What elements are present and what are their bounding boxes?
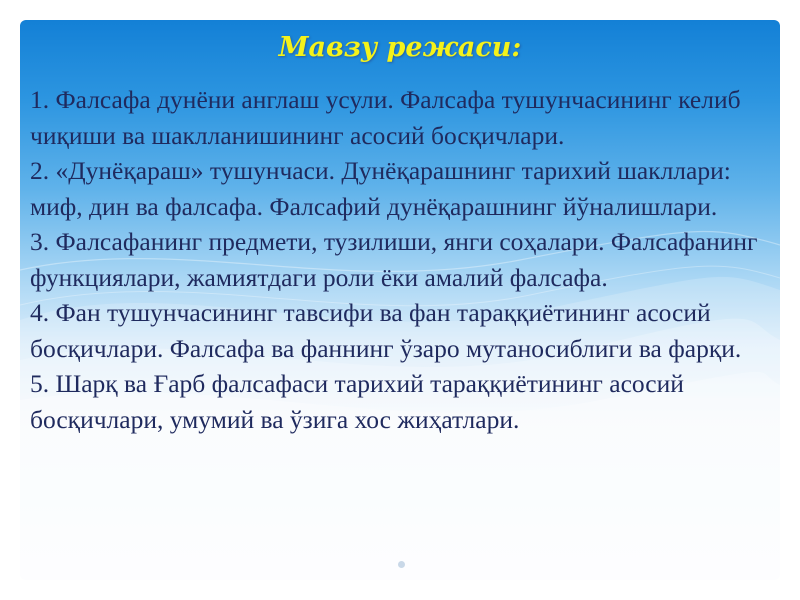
plan-list [30,82,778,437]
decorative-dot [398,561,405,568]
slide-panel [20,20,780,580]
plan-item-1: 1. Фалсафа дунёни англаш усули. Фалсафа тушунчасининг келиб чиқиши ва шаклланишининг асосий босқичлари. [30,85,741,150]
plan-item-2: 2. «Дунёқараш» тушунчаси. Дунёқарашнинг тарихий шакллари: миф, дин ва фалсафа. Фалсафий дунёқарашнинг йўналишлари. [30,156,731,221]
plan-item-5: 5. Шарқ ва Ғарб фалсафаси тарихий тараққиётининг асосий босқичлари, умумий ва ўзига хос жиҳатлари. [30,369,684,434]
plan-item-4: 4. Фан тушунчасининг тавсифи ва фан тараққиётининг асосий босқичлари. Фалсафа ва фаннинг ўзаро мутаносиблиги ва фарқи. [30,298,742,363]
plan-item-3: 3. Фалсафанинг предмети, тузилиши, янги соҳалари. Фалсафанинг функциялари, жамиятдаги роли ёки амалий фалсафа. [30,227,758,292]
slide-title: Мавзу режаси: [278,32,522,63]
